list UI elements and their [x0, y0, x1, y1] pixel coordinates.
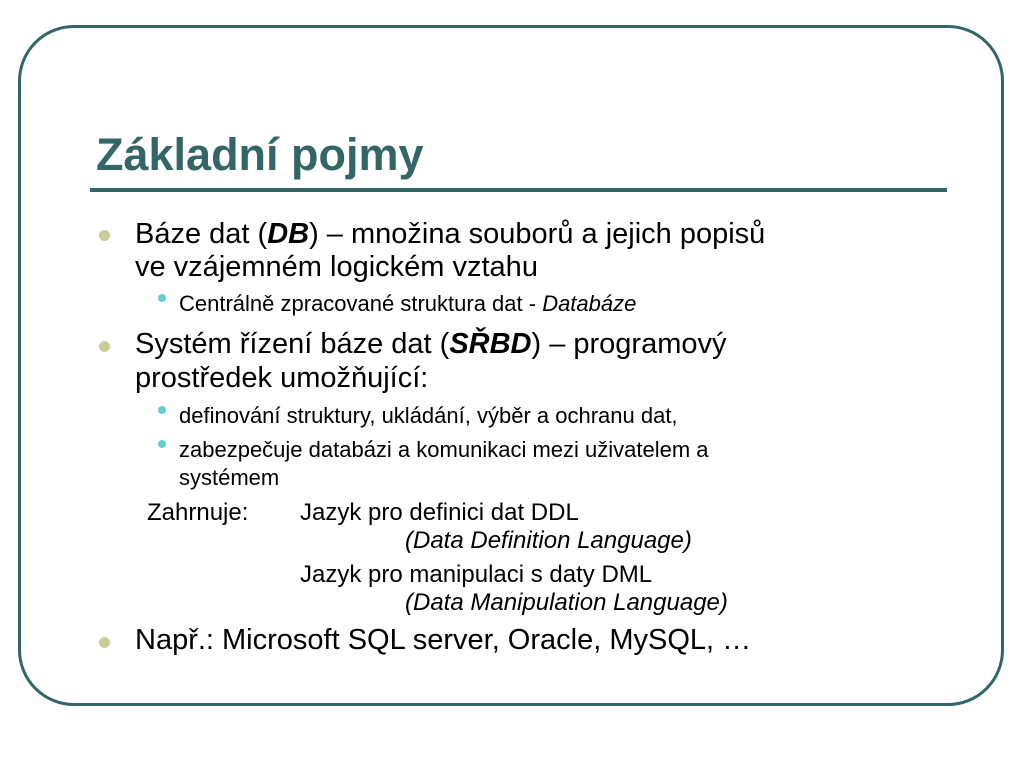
sub-bullet-database-text: Centrálně zpracované struktura dat - — [179, 291, 543, 316]
sub-bullet-definition: definování struktury, ukládání, výběr a ochranu dat, — [179, 403, 678, 428]
sub-bullet-icon — [158, 294, 166, 302]
bullet-db-term: DB — [267, 218, 310, 250]
slide-title: Základní pojmy — [96, 129, 424, 180]
bullet-dbms-post: ) – programový — [531, 328, 727, 360]
bullet-db-pre: Báze dat ( — [135, 218, 268, 250]
bullet-dbms-line1 — [135, 328, 727, 361]
bullet-examples: Např.: Microsoft SQL server, Oracle, MySQL, … — [135, 624, 752, 656]
dml-fullname: (Data Manipulation Language) — [405, 589, 728, 616]
dml-text: Jazyk pro manipulaci s daty DML — [300, 561, 653, 588]
bullet-db-line1 — [135, 218, 765, 251]
bullet-icon — [99, 341, 110, 352]
bullet-icon — [99, 230, 110, 241]
sub-bullet-database-term: Databáze — [542, 291, 637, 316]
sub-bullet-icon — [158, 406, 166, 414]
ddl-text: Jazyk pro definici dat DDL — [300, 499, 579, 526]
bullet-dbms-line2: prostředek umožňující: — [135, 362, 429, 394]
includes-label: Zahrnuje: — [147, 499, 249, 526]
title-underline — [90, 188, 947, 192]
sub-bullet-database — [179, 291, 636, 317]
bullet-icon — [99, 637, 110, 648]
bullet-db-line2: ve vzájemném logickém vztahu — [135, 251, 538, 283]
sub-bullet-security-line1: zabezpečuje databázi a komunikaci mezi uživatelem a — [179, 437, 709, 462]
ddl-fullname: (Data Definition Language) — [405, 527, 692, 554]
bullet-dbms-term: SŘBD — [449, 328, 532, 360]
bullet-db-post: ) – množina souborů a jejich popisů — [309, 218, 766, 250]
sub-bullet-security-line2: systémem — [179, 465, 280, 490]
sub-bullet-icon — [158, 440, 166, 448]
bullet-dbms-pre: Systém řízení báze dat ( — [135, 328, 450, 360]
